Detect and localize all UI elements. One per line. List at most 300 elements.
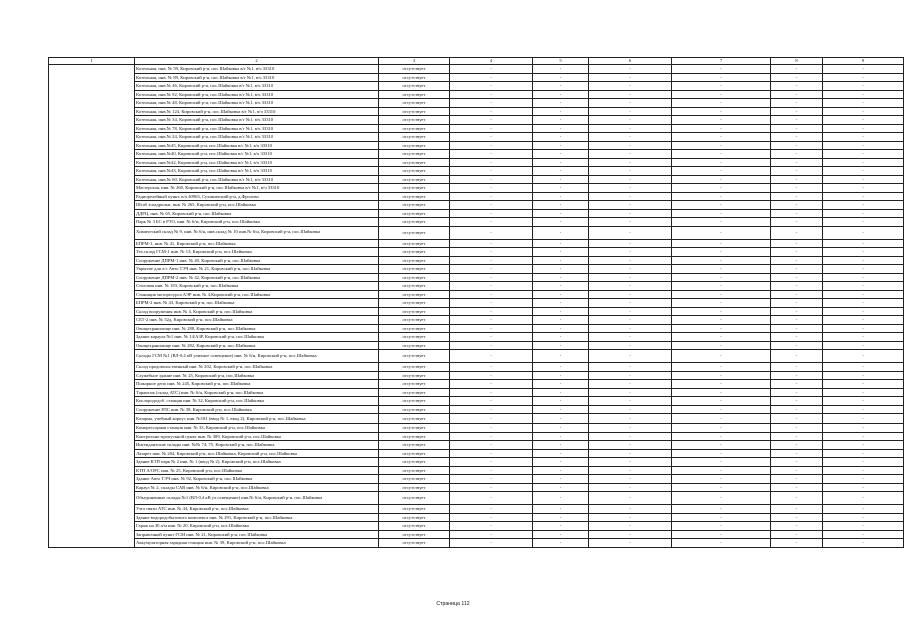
object-name-cell: Пожарное депо инв. № 245, Кировский р-н, пос.Шайковка — [135, 380, 379, 389]
object-name-cell: Котельная, инв.№ 78, Кировский р-н, пос.Шайковка в/г №1, в/ч 33310 — [135, 124, 379, 133]
status-cell: отсутствует — [379, 483, 450, 492]
value-cell-col-7: - — [672, 256, 771, 265]
value-cell-col-5: - — [533, 209, 589, 218]
value-cell-col-7: - — [672, 192, 771, 201]
status-cell: отсутствует — [379, 333, 450, 342]
value-cell-col-4: - — [450, 441, 533, 450]
table-row — [49, 380, 904, 389]
value-cell-col-5: - — [533, 65, 589, 74]
value-cell-col-5: - — [533, 405, 589, 414]
value-cell-col-6: - — [589, 466, 672, 475]
value-cell-col-7: - — [672, 209, 771, 218]
status-cell: отсутствует — [379, 405, 450, 414]
value-cell-col-8: - — [771, 363, 823, 372]
object-name-cell: Котельная, инв.№42, Кировский р-н, пос.Шайковка в/г №1, в/ч 33310 — [135, 158, 379, 167]
value-cell-col-8: - — [771, 380, 823, 389]
index-cell — [49, 282, 135, 291]
column-header: 1 — [49, 58, 135, 65]
value-cell-col-5: - — [533, 458, 589, 467]
value-cell-col-9: - — [823, 432, 904, 441]
index-cell — [49, 184, 135, 193]
object-name-cell: Химический склад № 9, инв. № 6/н, инв.склад № 10 инв.№ 6/н, Кировский р-н, пос.Шайковка — [135, 226, 379, 239]
table-row — [49, 290, 904, 299]
value-cell-col-4: - — [450, 239, 533, 248]
table-row — [49, 65, 904, 74]
status-cell: отсутствует — [379, 116, 450, 125]
object-name-cell: Котельная, инв.№ 124, Кировский р-н, пос.Шайковка в/г №1, в/ч 33310 — [135, 107, 379, 116]
index-cell — [49, 522, 135, 531]
object-name-cell: Узел связи АТС инв. № 44, Кировский р-н, пос.Шайковка — [135, 505, 379, 514]
object-name-cell: Котельная, инв.№45, Кировский р-н, пос.Шайковка в/г №1, в/ч 33310 — [135, 141, 379, 150]
value-cell-col-6: - — [589, 432, 672, 441]
value-cell-col-6: - — [589, 299, 672, 308]
value-cell-col-9: - — [823, 424, 904, 433]
value-cell-col-8: - — [771, 492, 823, 505]
table-row — [49, 299, 904, 308]
value-cell-col-7: - — [672, 414, 771, 424]
status-cell: отсутствует — [379, 192, 450, 201]
status-cell: отсутствует — [379, 522, 450, 531]
value-cell-col-7: - — [672, 299, 771, 308]
status-cell: отсутствует — [379, 73, 450, 82]
index-cell — [49, 239, 135, 248]
value-cell-col-5: - — [533, 432, 589, 441]
value-cell-col-4: - — [450, 65, 533, 74]
value-cell-col-6: - — [589, 256, 672, 265]
object-name-cell: КТП А/ОРС инв. № 25, Кировский р-н, пос.Шайковка — [135, 466, 379, 475]
table-row — [49, 449, 904, 458]
status-cell: отсутствует — [379, 380, 450, 389]
value-cell-col-8: - — [771, 341, 823, 350]
value-cell-col-6: - — [589, 167, 672, 176]
value-cell-col-4: - — [450, 316, 533, 325]
index-cell — [49, 458, 135, 467]
value-cell-col-6: - — [589, 388, 672, 397]
value-cell-col-8: - — [771, 432, 823, 441]
index-cell — [49, 397, 135, 406]
status-cell: отсутствует — [379, 265, 450, 274]
value-cell-col-7: - — [672, 273, 771, 282]
object-name-cell: Гараж на 30 а/м инв. № 20, Кировский р-н, пос.Шайковка — [135, 522, 379, 531]
value-cell-col-5: - — [533, 388, 589, 397]
value-cell-col-8: - — [771, 405, 823, 414]
value-cell-col-5: - — [533, 192, 589, 201]
table-row — [49, 175, 904, 184]
value-cell-col-5: - — [533, 265, 589, 274]
value-cell-col-6: - — [589, 530, 672, 539]
status-cell: отсутствует — [379, 133, 450, 142]
value-cell-col-9: - — [823, 99, 904, 108]
value-cell-col-6: - — [589, 158, 672, 167]
object-name-cell: Тех.склад ГСМ-1 инв. № 13, Кировский р-н, пос.Шайковка — [135, 248, 379, 257]
status-cell: отсутствует — [379, 124, 450, 133]
value-cell-col-4: - — [450, 124, 533, 133]
value-cell-col-7: - — [672, 316, 771, 325]
index-cell — [49, 424, 135, 433]
value-cell-col-6: - — [589, 441, 672, 450]
value-cell-col-9: - — [823, 505, 904, 514]
value-cell-col-9: - — [823, 388, 904, 397]
object-name-cell: Укрытие для л/с Авто ТЭЧ инв. № 21, Кировский р-н, пос.Шайковка — [135, 265, 379, 274]
value-cell-col-4: - — [450, 388, 533, 397]
value-cell-col-6: - — [589, 316, 672, 325]
status-cell: отсутствует — [379, 424, 450, 433]
value-cell-col-6: - — [589, 363, 672, 372]
table-row — [49, 73, 904, 82]
table-row — [49, 256, 904, 265]
value-cell-col-4: - — [450, 475, 533, 484]
value-cell-col-4: - — [450, 539, 533, 548]
value-cell-col-4: - — [450, 341, 533, 350]
value-cell-col-6: - — [589, 513, 672, 522]
status-cell: отсутствует — [379, 449, 450, 458]
value-cell-col-6: - — [589, 184, 672, 193]
status-cell: отсутствует — [379, 299, 450, 308]
value-cell-col-6: - — [589, 226, 672, 239]
value-cell-col-4: - — [450, 458, 533, 467]
value-cell-col-6: - — [589, 371, 672, 380]
value-cell-col-8: - — [771, 466, 823, 475]
index-cell — [49, 316, 135, 325]
value-cell-col-8: - — [771, 256, 823, 265]
status-cell: отсутствует — [379, 218, 450, 227]
value-cell-col-8: - — [771, 133, 823, 142]
status-cell: отсутствует — [379, 307, 450, 316]
value-cell-col-5: - — [533, 316, 589, 325]
value-cell-col-8: - — [771, 124, 823, 133]
value-cell-col-8: - — [771, 141, 823, 150]
value-cell-col-4: - — [450, 424, 533, 433]
value-cell-col-6: - — [589, 449, 672, 458]
value-cell-col-6: - — [589, 150, 672, 159]
table-row — [49, 192, 904, 201]
value-cell-col-7: - — [672, 333, 771, 342]
object-name-cell: Сооружение РЛС инв. № 38, Кировский р-н, пос.Шайковка — [135, 405, 379, 414]
object-name-cell: Мастерская, инв. № 260, Кировский р-н, пос.Шайковка в/г №1, в/ч 33310 — [135, 184, 379, 193]
table-row — [49, 432, 904, 441]
value-cell-col-8: - — [771, 90, 823, 99]
index-cell — [49, 414, 135, 424]
value-cell-col-7: - — [672, 539, 771, 548]
value-cell-col-5: - — [533, 141, 589, 150]
value-cell-col-8: - — [771, 539, 823, 548]
table-row — [49, 209, 904, 218]
value-cell-col-5: - — [533, 201, 589, 210]
object-name-cell: Интендантские склады инв. №№ 74, 75, Кировский р-н, пос.Шайковка — [135, 441, 379, 450]
object-name-cell: БПРМ-2 инв. № 43, Кировский р-н, пос.Шайковка — [135, 299, 379, 308]
value-cell-col-4: - — [450, 513, 533, 522]
value-cell-col-4: - — [450, 167, 533, 176]
object-name-cell: Здание водородобытового комплекса инв. № 291, Кировский р-н, пос.Шайковка — [135, 513, 379, 522]
status-cell: отсутствует — [379, 90, 450, 99]
value-cell-col-6: - — [589, 99, 672, 108]
status-cell: отсутствует — [379, 201, 450, 210]
index-cell — [49, 475, 135, 484]
value-cell-col-6: - — [589, 341, 672, 350]
value-cell-col-9: - — [823, 226, 904, 239]
value-cell-col-5: - — [533, 539, 589, 548]
index-cell — [49, 124, 135, 133]
status-cell: отсутствует — [379, 441, 450, 450]
value-cell-col-7: - — [672, 124, 771, 133]
value-cell-col-9: - — [823, 475, 904, 484]
value-cell-col-5: - — [533, 226, 589, 239]
column-header: 5 — [533, 58, 589, 65]
value-cell-col-7: - — [672, 475, 771, 484]
table-row — [49, 530, 904, 539]
value-cell-col-4: - — [450, 350, 533, 363]
index-cell — [49, 256, 135, 265]
table-row — [49, 397, 904, 406]
value-cell-col-5: - — [533, 167, 589, 176]
value-cell-col-5: - — [533, 449, 589, 458]
value-cell-col-5: - — [533, 273, 589, 282]
value-cell-col-4: - — [450, 405, 533, 414]
index-cell — [49, 209, 135, 218]
value-cell-col-7: - — [672, 226, 771, 239]
page-number: Страница 112 — [436, 601, 470, 607]
value-cell-col-5: - — [533, 380, 589, 389]
value-cell-col-8: - — [771, 483, 823, 492]
status-cell: отсутствует — [379, 282, 450, 291]
value-cell-col-8: - — [771, 414, 823, 424]
table-row — [49, 201, 904, 210]
table-row — [49, 424, 904, 433]
value-cell-col-6: - — [589, 405, 672, 414]
table-row — [49, 82, 904, 91]
value-cell-col-7: - — [672, 248, 771, 257]
value-cell-col-6: - — [589, 414, 672, 424]
value-cell-col-5: - — [533, 324, 589, 333]
value-cell-col-7: - — [672, 150, 771, 159]
value-cell-col-7: - — [672, 363, 771, 372]
index-cell — [49, 405, 135, 414]
table-row — [49, 90, 904, 99]
value-cell-col-9: - — [823, 333, 904, 342]
value-cell-col-8: - — [771, 333, 823, 342]
table-row — [49, 282, 904, 291]
table-row — [49, 388, 904, 397]
value-cell-col-4: - — [450, 201, 533, 210]
status-cell: отсутствует — [379, 273, 450, 282]
value-cell-col-8: - — [771, 201, 823, 210]
header-row — [49, 58, 904, 65]
value-cell-col-9: - — [823, 141, 904, 150]
value-cell-col-9: - — [823, 282, 904, 291]
column-header: 6 — [589, 58, 672, 65]
value-cell-col-8: - — [771, 299, 823, 308]
value-cell-col-9: - — [823, 73, 904, 82]
value-cell-col-5: - — [533, 73, 589, 82]
index-cell — [49, 530, 135, 539]
value-cell-col-8: - — [771, 371, 823, 380]
object-name-cell: Служебное здание инв. № 25, Кировский р-н, пос.Шайковка — [135, 371, 379, 380]
value-cell-col-7: - — [672, 141, 771, 150]
value-cell-col-5: - — [533, 530, 589, 539]
value-cell-col-7: - — [672, 432, 771, 441]
value-cell-col-7: - — [672, 424, 771, 433]
value-cell-col-4: - — [450, 248, 533, 257]
table-body — [49, 65, 904, 548]
table-row — [49, 158, 904, 167]
value-cell-col-4: - — [450, 265, 533, 274]
table-row — [49, 184, 904, 193]
index-cell — [49, 432, 135, 441]
status-cell: отсутствует — [379, 371, 450, 380]
object-name-cell: Караул № 2, склады САВ инв. № 6/н, Кировский р-н, пос.Шайковка — [135, 483, 379, 492]
table-row — [49, 150, 904, 159]
value-cell-col-7: - — [672, 239, 771, 248]
value-cell-col-5: - — [533, 107, 589, 116]
value-cell-col-8: - — [771, 441, 823, 450]
value-cell-col-7: - — [672, 282, 771, 291]
value-cell-col-9: - — [823, 65, 904, 74]
value-cell-col-4: - — [450, 158, 533, 167]
status-cell: отсутствует — [379, 209, 450, 218]
table-row — [49, 505, 904, 514]
value-cell-col-9: - — [823, 316, 904, 325]
value-cell-col-7: - — [672, 405, 771, 414]
value-cell-col-6: - — [589, 218, 672, 227]
value-cell-col-4: - — [450, 324, 533, 333]
value-cell-col-6: - — [589, 350, 672, 363]
value-cell-col-6: - — [589, 522, 672, 531]
index-cell — [49, 539, 135, 548]
value-cell-col-7: - — [672, 290, 771, 299]
value-cell-col-4: - — [450, 133, 533, 142]
value-cell-col-4: - — [450, 432, 533, 441]
status-cell: отсутствует — [379, 397, 450, 406]
object-name-cell: Котельная, инв.№40, Кировский р-н, пос.Шайковка в/г №1, в/ч 33310 — [135, 150, 379, 159]
index-cell — [49, 492, 135, 505]
value-cell-col-4: - — [450, 449, 533, 458]
column-header: 9 — [823, 58, 904, 65]
object-name-cell: Объединенные склады №1 (ВЛ-0,4 кВ ул.освещение) инв.№ 6/н, Кировский р-н, пос.Шайковка — [135, 492, 379, 505]
value-cell-col-8: - — [771, 73, 823, 82]
index-cell — [49, 483, 135, 492]
table-row — [49, 239, 904, 248]
object-name-cell: Склады ГСМ №1 (ВЛ-0,4 кВ уличное освещение) инв. № 6/н, Кировский р-н, пос.Шайковка — [135, 350, 379, 363]
index-cell — [49, 167, 135, 176]
value-cell-col-7: - — [672, 380, 771, 389]
value-cell-col-5: - — [533, 248, 589, 257]
value-cell-col-7: - — [672, 522, 771, 531]
object-name-cell: Котельная, инв.№ 60, Кировский р-н, пос.Шайковка в/г №1, в/ч 33310 — [135, 175, 379, 184]
index-cell — [49, 175, 135, 184]
table-row — [49, 405, 904, 414]
value-cell-col-7: - — [672, 265, 771, 274]
object-name-cell: Сооружение ДПРМ-2 инв. № 42, Кировский р-н, пос.Шайковка — [135, 273, 379, 282]
status-cell: отсутствует — [379, 150, 450, 159]
value-cell-col-9: - — [823, 158, 904, 167]
value-cell-col-7: - — [672, 397, 771, 406]
value-cell-col-4: - — [450, 299, 533, 308]
value-cell-col-6: - — [589, 209, 672, 218]
value-cell-col-4: - — [450, 73, 533, 82]
value-cell-col-9: - — [823, 184, 904, 193]
value-cell-col-8: - — [771, 290, 823, 299]
index-cell — [49, 150, 135, 159]
value-cell-col-9: - — [823, 414, 904, 424]
table-row — [49, 124, 904, 133]
value-cell-col-9: - — [823, 82, 904, 91]
object-name-cell: Котельная, инв.№ 46, Кировский р-н, пос.Шайковка в/г №1, в/ч 33310 — [135, 82, 379, 91]
table-row — [49, 441, 904, 450]
index-cell — [49, 133, 135, 142]
value-cell-col-6: - — [589, 265, 672, 274]
value-cell-col-8: - — [771, 167, 823, 176]
value-cell-col-8: - — [771, 449, 823, 458]
object-name-cell: Тарантаж (склад АТС) инв. № 6/н, Кировский р-н, пос.Шайковка — [135, 388, 379, 397]
value-cell-col-8: - — [771, 513, 823, 522]
value-cell-col-5: - — [533, 341, 589, 350]
status-cell: отсутствует — [379, 256, 450, 265]
status-cell: отсутствует — [379, 505, 450, 514]
value-cell-col-8: - — [771, 388, 823, 397]
value-cell-col-9: - — [823, 192, 904, 201]
value-cell-col-9: - — [823, 350, 904, 363]
table-row — [49, 475, 904, 484]
object-name-cell: Склад продовольственный инв. № 202, Кировский р-н, пос.Шайковка — [135, 363, 379, 372]
status-cell: отсутствует — [379, 167, 450, 176]
value-cell-col-8: - — [771, 82, 823, 91]
value-cell-col-4: - — [450, 218, 533, 227]
value-cell-col-4: - — [450, 522, 533, 531]
value-cell-col-5: - — [533, 82, 589, 91]
index-cell — [49, 141, 135, 150]
index-cell — [49, 307, 135, 316]
object-name-cell: Штаб эскадрильи, инв. № 265, Кировский р-н, пос.Шайковка — [135, 201, 379, 210]
object-name-cell: Столовая инв. № 183, Кировский р-н, пос.Шайковка — [135, 282, 379, 291]
value-cell-col-4: - — [450, 530, 533, 539]
value-cell-col-4: - — [450, 363, 533, 372]
value-cell-col-7: - — [672, 513, 771, 522]
value-cell-col-6: - — [589, 124, 672, 133]
value-cell-col-6: - — [589, 282, 672, 291]
value-cell-col-6: - — [589, 116, 672, 125]
value-cell-col-7: - — [672, 167, 771, 176]
status-cell: отсутствует — [379, 466, 450, 475]
value-cell-col-9: - — [823, 201, 904, 210]
value-cell-col-4: - — [450, 192, 533, 201]
value-cell-col-9: - — [823, 539, 904, 548]
table-row — [49, 414, 904, 424]
value-cell-col-5: - — [533, 483, 589, 492]
value-cell-col-5: - — [533, 371, 589, 380]
value-cell-col-6: - — [589, 483, 672, 492]
value-cell-col-5: - — [533, 99, 589, 108]
index-cell — [49, 441, 135, 450]
value-cell-col-9: - — [823, 380, 904, 389]
value-cell-col-8: - — [771, 116, 823, 125]
value-cell-col-7: - — [672, 107, 771, 116]
status-cell: отсутствует — [379, 82, 450, 91]
value-cell-col-5: - — [533, 492, 589, 505]
value-cell-col-4: - — [450, 82, 533, 91]
value-cell-col-4: - — [450, 226, 533, 239]
column-header: 7 — [672, 58, 771, 65]
value-cell-col-8: - — [771, 273, 823, 282]
status-cell: отсутствует — [379, 239, 450, 248]
value-cell-col-6: - — [589, 107, 672, 116]
table-row — [49, 273, 904, 282]
object-name-cell: Склад вооружения инв. № 4, Кировский р-н, пос.Шайковка — [135, 307, 379, 316]
value-cell-col-4: - — [450, 273, 533, 282]
value-cell-col-9: - — [823, 371, 904, 380]
value-cell-col-6: - — [589, 248, 672, 257]
value-cell-col-6: - — [589, 192, 672, 201]
table-row — [49, 307, 904, 316]
